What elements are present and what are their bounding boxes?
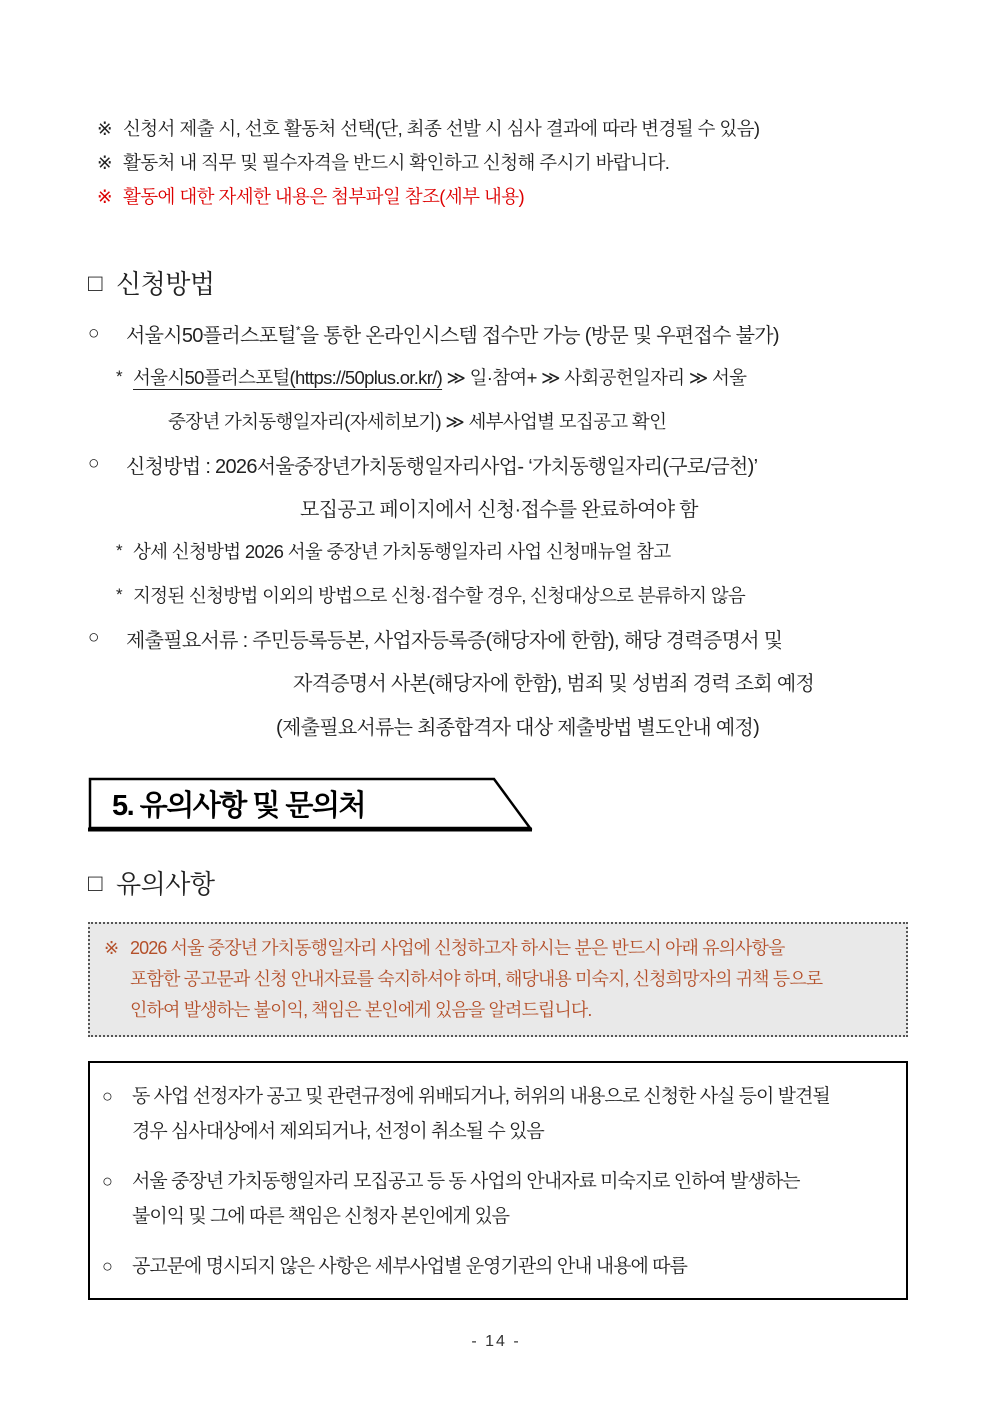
asterisk-marker: * <box>116 584 122 604</box>
note-line <box>97 112 908 146</box>
portal-footnote-line2 <box>116 399 908 443</box>
asterisk-marker: * <box>116 541 122 561</box>
note-text: 신청서 제출 시, 선호 활동처 선택(단, 최종 선발 시 심사 결과에 따라 변경될 수 있음) <box>123 118 760 139</box>
documents-item-line2 <box>88 660 908 704</box>
documents-text3: (제출필요서류는 최종합격자 대상 제출방법 별도안내 예정) <box>276 716 760 739</box>
notice-line3: 인하여 발생하는 불이익, 책임은 본인에게 있음을 알려드립니다. <box>130 1000 592 1020</box>
invalid-method-footnote <box>116 573 908 617</box>
manual-footnote <box>116 530 908 574</box>
rule-line: 서울 중장년 가치동행일자리 모집공고 등 동 사업의 안내자료 미숙지로 인하여 발생하는 <box>132 1171 800 1192</box>
apply-item-portal <box>88 312 908 356</box>
portal-name: 서울시50플러스포털 <box>126 325 296 348</box>
apply-method-list <box>88 312 908 747</box>
documents-item-line1 <box>88 617 908 661</box>
documents-text2: 자격증명서 사본(해당자에 한함), 범죄 및 성범죄 경력 조회 예정 <box>293 673 815 696</box>
square-bullet-icon: □ <box>88 270 102 297</box>
caution-heading <box>88 868 908 900</box>
reference-mark-icon: ※ <box>104 938 120 958</box>
circle-bullet-icon: ○ <box>102 1086 113 1106</box>
apply-item-method-line2 <box>88 486 908 530</box>
circle-bullet-icon: ○ <box>88 627 99 649</box>
square-bullet-icon: □ <box>88 870 102 897</box>
caution-rules-box <box>88 1061 908 1300</box>
circle-bullet-icon: ○ <box>102 1171 113 1191</box>
apply-method-text2: 모집공고 페이지에서 신청·접수를 완료하여야 함 <box>300 499 698 522</box>
portal-rest: 을 통한 온라인시스템 접수만 가능 (방문 및 우편접수 불가) <box>299 325 779 348</box>
rule-line: 경우 심사대상에서 제외되거나, 선정이 취소될 수 있음 <box>132 1121 544 1142</box>
section5-banner <box>88 777 534 835</box>
rule-item <box>102 1164 892 1234</box>
rule-line: 동 사업 선정자가 공고 및 관련규정에 위배되거나, 허위의 내용으로 신청한 사실 등이 발견될 <box>132 1086 830 1107</box>
note-line-red <box>97 180 908 214</box>
caution-notice-box <box>88 922 908 1037</box>
heading-text: 유의사항 <box>116 869 215 899</box>
reference-mark-icon: ※ <box>97 152 112 173</box>
circle-bullet-icon: ○ <box>88 322 99 344</box>
portal-footnote-line1 <box>116 356 908 400</box>
page-number: - 14 - <box>471 1333 521 1350</box>
note-text: 활동처 내 직무 및 필수자격을 반드시 확인하고 신청해 주시기 바랍니다. <box>123 152 670 173</box>
notice-line1: 2026 서울 중장년 가치동행일자리 사업에 신청하고자 하시는 분은 반드시 아래 유의사항을 <box>130 938 785 958</box>
manual-footnote-text: 상세 신청방법 2026 서울 중장년 가치동행일자리 사업 신청매뉴얼 참고 <box>133 541 671 563</box>
notice-text <box>130 933 822 1026</box>
heading-text: 신청방법 <box>116 269 215 299</box>
circle-bullet-icon: ○ <box>88 453 99 475</box>
section5-title: 5. 유의사항 및 문의처 <box>112 789 365 822</box>
documents-text1: 제출필요서류 : 주민등록등본, 사업자등록증(해당자에 한함), 해당 경력증명서 및 <box>126 629 783 652</box>
rule-text <box>132 1249 687 1284</box>
footnote-asterisk: * <box>295 323 300 338</box>
apply-item-text <box>126 319 779 348</box>
note-text: 활동에 대한 자세한 내용은 첨부파일 참조(세부 내용) <box>123 186 525 207</box>
apply-method-heading <box>88 268 908 300</box>
portal-path: ≫ 일·참여+ ≫ 사회공헌일자리 ≫ 서울 <box>442 367 747 389</box>
asterisk-marker: * <box>116 367 122 387</box>
rule-text <box>132 1164 800 1234</box>
reference-mark-icon: ※ <box>97 118 112 139</box>
circle-bullet-icon: ○ <box>102 1256 113 1276</box>
rule-line: 불이익 및 그에 따른 책임은 신청자 본인에게 있음 <box>132 1206 510 1227</box>
portal-footnote-text2: 중장년 가치동행일자리(자세히보기) ≫ 세부사업별 모집공고 확인 <box>168 410 667 432</box>
rule-line: 공고문에 명시되지 않은 사항은 세부사업별 운영기관의 안내 내용에 따름 <box>132 1256 687 1277</box>
portal-footnote-text <box>133 364 746 390</box>
rule-text <box>132 1079 830 1149</box>
rule-item <box>102 1249 892 1284</box>
apply-method-text1: 신청방법 : 2026서울중장년가치동행일자리사업- ‘가치동행일자리(구로/금천)’ <box>126 455 758 478</box>
top-notes <box>97 112 908 214</box>
invalid-method-text: 지정된 신청방법 이외의 방법으로 신청·접수할 경우, 신청대상으로 분류하지 않음 <box>133 584 746 606</box>
rule-item <box>102 1079 892 1149</box>
notice-row <box>104 933 894 1026</box>
documents-item-line3 <box>88 704 908 748</box>
reference-mark-icon: ※ <box>97 186 112 207</box>
note-line <box>97 146 908 180</box>
notice-line2: 포함한 공고문과 신청 안내자료를 숙지하셔야 하며, 해당내용 미숙지, 신청희망자의 귀책 등으로 <box>130 969 823 989</box>
apply-item-method-line1 <box>88 443 908 487</box>
portal-url: 서울시50플러스포털(https://50plus.or.kr/) <box>133 367 443 389</box>
